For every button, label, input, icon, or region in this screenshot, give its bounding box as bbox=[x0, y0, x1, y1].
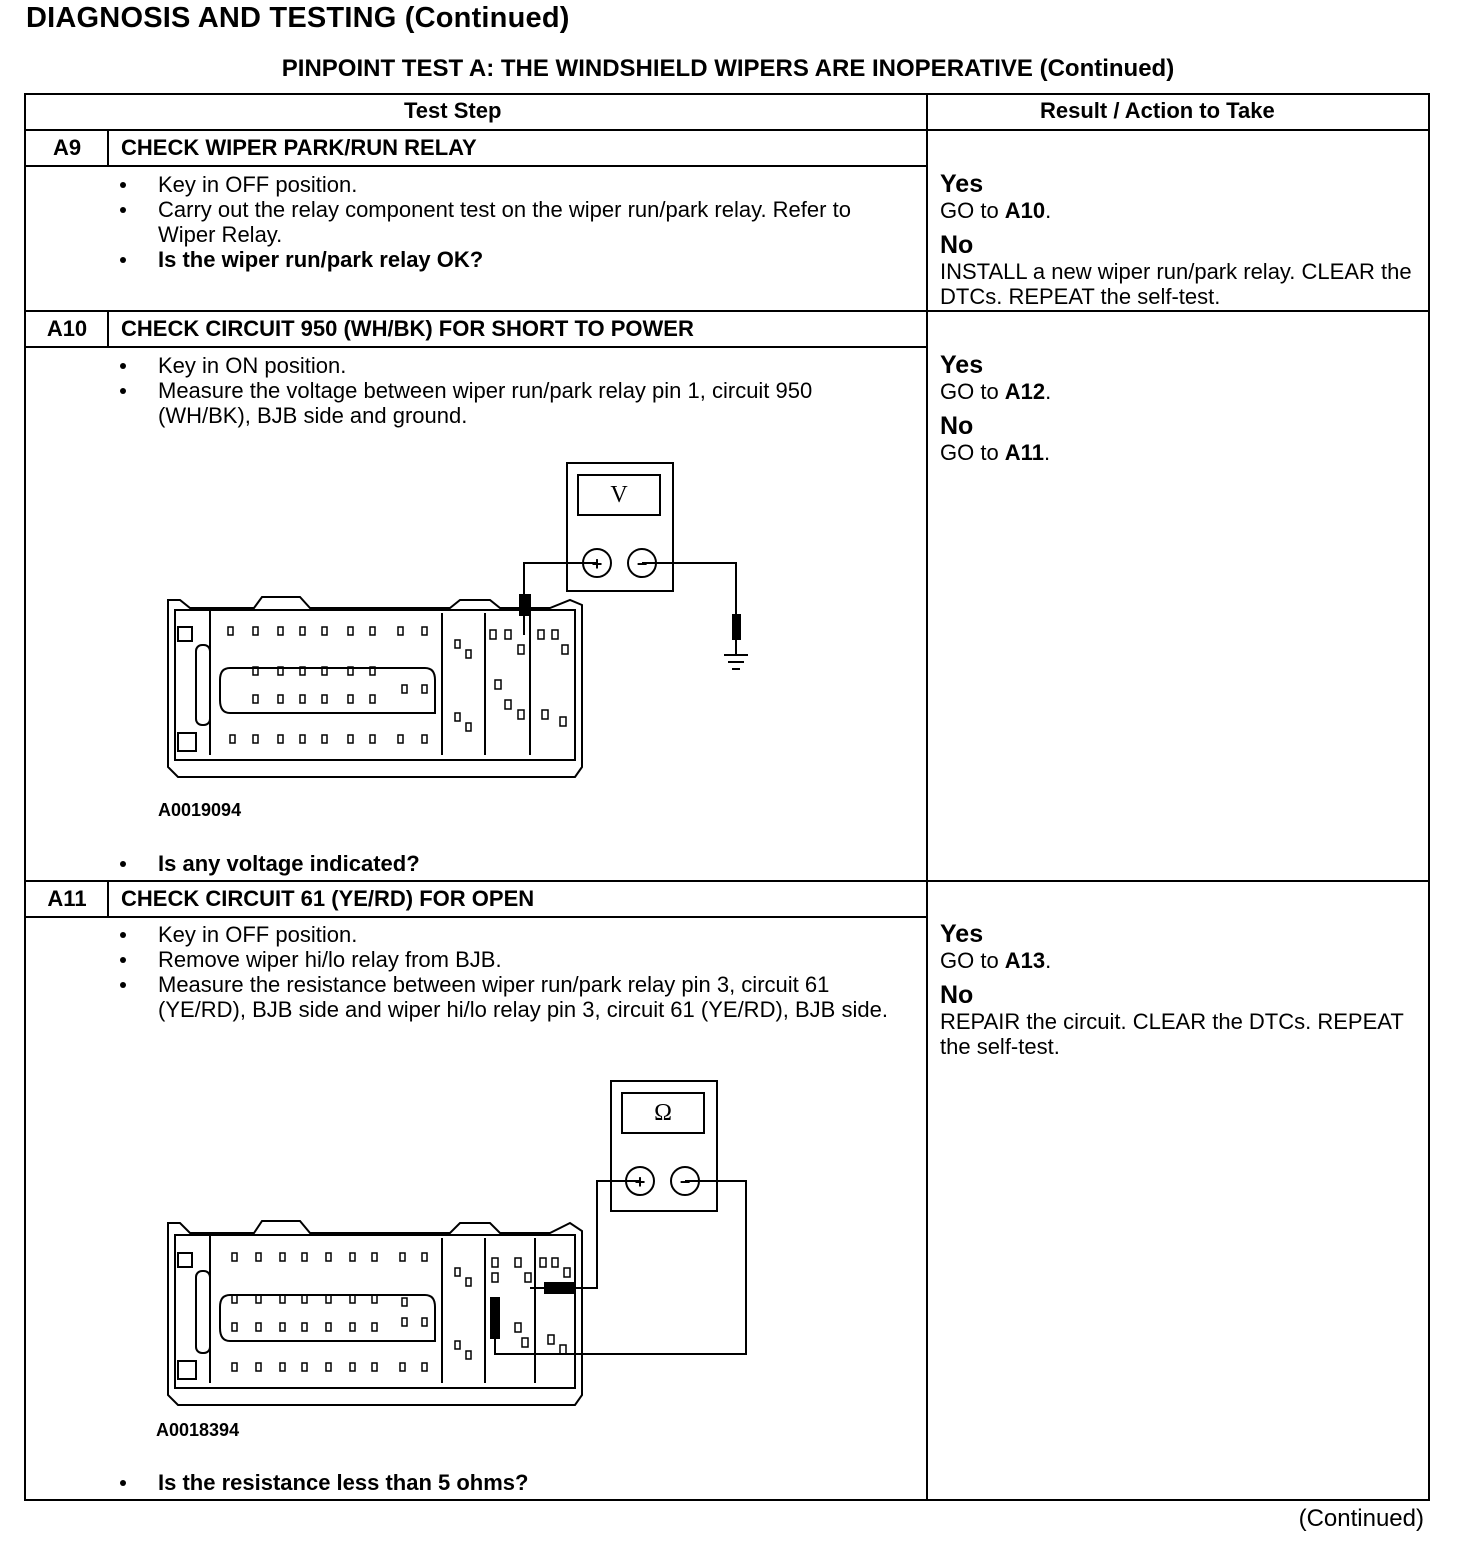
meter-symbol: Ω bbox=[654, 1100, 672, 1126]
plus-sign: + bbox=[591, 554, 603, 574]
junction-box-outline bbox=[168, 597, 582, 777]
yes-action-punct: . bbox=[1045, 948, 1052, 973]
step-title-bottom bbox=[24, 346, 928, 348]
voltmeter-diagram bbox=[150, 455, 770, 795]
instruction: Key in OFF position. bbox=[120, 922, 900, 947]
yes-action-punct: . bbox=[1045, 198, 1052, 223]
yes-step-link[interactable]: A13 bbox=[1004, 948, 1046, 973]
yes-action-text: GO to bbox=[940, 198, 1005, 223]
table-right-border bbox=[1428, 93, 1430, 1501]
step-title-bottom bbox=[24, 916, 928, 918]
header-result-action: Result / Action to Take bbox=[1040, 98, 1275, 123]
step-id: A11 bbox=[47, 886, 87, 911]
header-test-step: Test Step bbox=[404, 98, 502, 123]
step-question: Is the resistance less than 5 ohms? bbox=[120, 1470, 900, 1495]
step-title: CHECK CIRCUIT 950 (WH/BK) FOR SHORT TO POWER bbox=[121, 316, 694, 341]
step-instructions bbox=[120, 353, 900, 428]
no-label: No bbox=[940, 412, 974, 440]
no-action-text: GO to bbox=[940, 440, 1005, 465]
no-step-link[interactable]: A11 bbox=[1004, 440, 1044, 465]
step-question-list bbox=[120, 851, 900, 876]
step-question: Is any voltage indicated? bbox=[120, 851, 900, 876]
no-label: No bbox=[940, 231, 974, 259]
step-instructions bbox=[120, 172, 900, 272]
yes-label: Yes bbox=[940, 170, 984, 198]
test-title: PINPOINT TEST A: THE WINDSHIELD WIPERS ARE INOPERATIVE (Continued) bbox=[281, 55, 1175, 82]
yes-label: Yes bbox=[940, 351, 984, 379]
no-label: No bbox=[940, 981, 974, 1009]
step-title-bottom bbox=[24, 165, 928, 167]
page-title: DIAGNOSIS AND TESTING (Continued) bbox=[26, 2, 570, 34]
yes-step-link[interactable]: A12 bbox=[1004, 379, 1046, 404]
instruction: Measure the voltage between wiper run/park relay pin 1, circuit 950 (WH/BK), BJB side and ground. bbox=[120, 378, 900, 428]
step-result bbox=[940, 351, 1420, 465]
continued-footer: (Continued) bbox=[1298, 1505, 1424, 1532]
no-action bbox=[940, 440, 1420, 465]
column-divider bbox=[926, 93, 928, 1501]
step-question: Is the wiper run/park relay OK? bbox=[120, 247, 900, 272]
yes-action bbox=[940, 948, 1420, 973]
step-instructions bbox=[120, 922, 900, 1022]
step-id: A9 bbox=[52, 135, 82, 160]
no-action: REPAIR the circuit. CLEAR the DTCs. REPEAT the self-test. bbox=[940, 1009, 1404, 1059]
no-action-punct: . bbox=[1043, 440, 1051, 465]
instruction: Key in ON position. bbox=[120, 353, 900, 378]
step-separator bbox=[24, 880, 1430, 882]
step-result bbox=[940, 170, 1420, 309]
step-separator bbox=[24, 310, 1430, 312]
instruction: Key in OFF position. bbox=[120, 172, 900, 197]
yes-action-text: GO to bbox=[940, 948, 1005, 973]
yes-step-link[interactable]: A10 bbox=[1004, 198, 1046, 223]
junction-box-outline bbox=[168, 1221, 582, 1405]
step-question-list bbox=[120, 1470, 900, 1495]
table-top-border bbox=[24, 93, 1430, 95]
no-action: INSTALL a new wiper run/park relay. CLEAR the DTCs. REPEAT the self-test. bbox=[940, 259, 1412, 309]
yes-action bbox=[940, 379, 1420, 404]
yes-action bbox=[940, 198, 1420, 223]
step-id: A10 bbox=[46, 316, 88, 341]
table-left-border bbox=[24, 93, 26, 1501]
figure-id: A0019094 bbox=[158, 800, 242, 820]
step-result bbox=[940, 920, 1420, 1059]
yes-action-punct: . bbox=[1045, 379, 1052, 404]
figure-id: A0018394 bbox=[156, 1420, 240, 1440]
instruction: Measure the resistance between wiper run/park relay pin 3, circuit 61 (YE/RD), BJB side and wiper hi/lo relay pin 3, circuit 61 (YE/RD), BJB side. bbox=[120, 972, 900, 1022]
positive-lead bbox=[524, 563, 597, 635]
minus-sign: − bbox=[636, 554, 648, 574]
yes-action-text: GO to bbox=[940, 379, 1005, 404]
plus-sign: + bbox=[634, 1172, 646, 1192]
negative-lead bbox=[495, 1181, 746, 1354]
table-bottom-border bbox=[24, 1499, 1430, 1501]
step-title: CHECK CIRCUIT 61 (YE/RD) FOR OPEN bbox=[121, 886, 535, 911]
minus-sign: − bbox=[679, 1172, 691, 1192]
ohmmeter-diagram bbox=[150, 1073, 770, 1418]
meter-symbol: V bbox=[610, 482, 628, 508]
header-bottom-border bbox=[24, 129, 1430, 131]
instruction: Carry out the relay component test on the wiper run/park relay. Refer to Wiper Relay. bbox=[120, 197, 900, 247]
yes-label: Yes bbox=[940, 920, 984, 948]
step-title: CHECK WIPER PARK/RUN RELAY bbox=[121, 135, 477, 160]
instruction: Remove wiper hi/lo relay from BJB. bbox=[120, 947, 900, 972]
